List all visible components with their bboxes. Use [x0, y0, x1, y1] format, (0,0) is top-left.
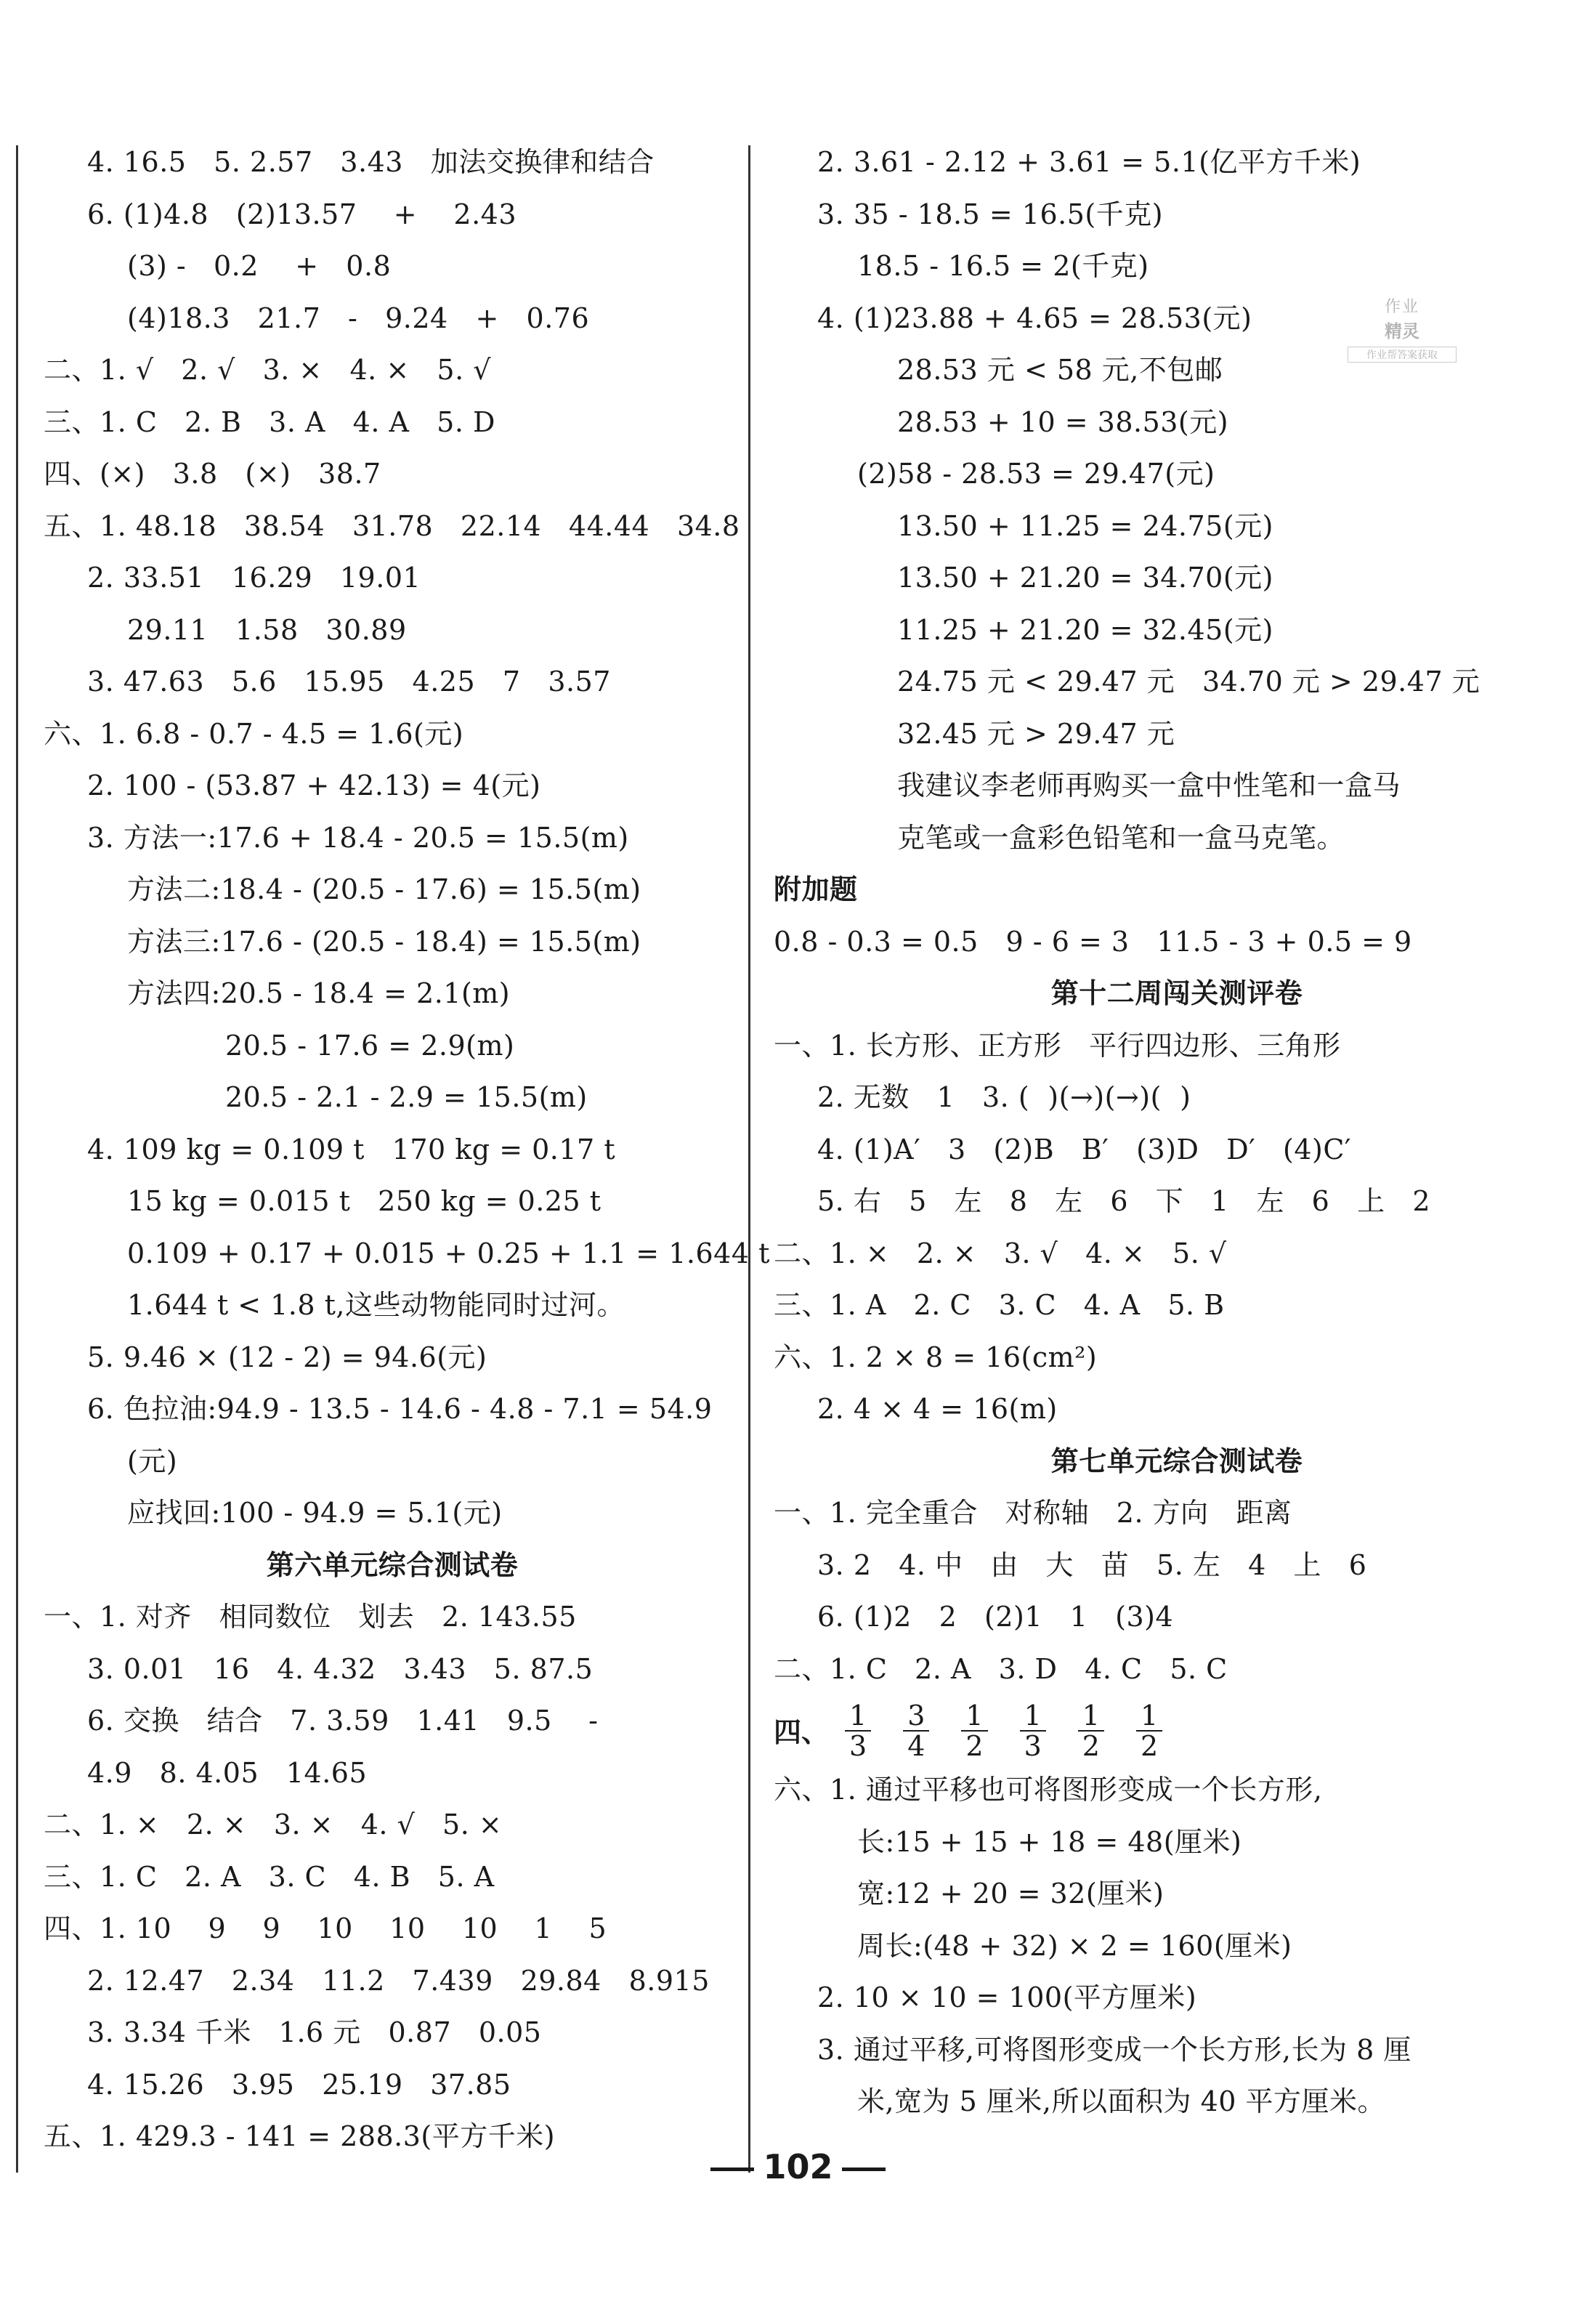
fraction-row-label: 四、	[774, 1716, 830, 1748]
section-heading: 第七单元综合测试卷	[1050, 1445, 1303, 1477]
fraction	[961, 1701, 987, 1761]
fraction	[1020, 1701, 1046, 1761]
answer-line: 三、1. C 2. B 3. A 4. A 5. D	[44, 405, 495, 438]
answer-line: 六、1. 2 × 8 = 16(cm²)	[774, 1341, 1098, 1373]
answer-line: 6. 色拉油:94.9 - 13.5 - 14.6 - 4.8 - 7.1 = 54.9	[87, 1393, 713, 1425]
section-heading: 第十二周闯关测评卷	[1050, 977, 1303, 1009]
answer-line: 应找回:100 - 94.9 = 5.1(元)	[127, 1497, 503, 1529]
answer-line: 28.53 + 10 = 38.53(元)	[897, 405, 1229, 438]
answer-line: 一、1. 完全重合 对称轴 2. 方向 距离	[774, 1497, 1292, 1529]
page-number	[0, 2147, 1596, 2186]
answer-line: 11.25 + 21.20 = 32.45(元)	[897, 613, 1274, 646]
fraction-denominator: 2	[1082, 1729, 1100, 1762]
column-divider	[748, 145, 750, 2173]
fraction-numerator: 1	[1020, 1701, 1046, 1732]
answer-line: 方法四:20.5 - 18.4 = 2.1(m)	[127, 977, 511, 1009]
page-number-value: 102	[763, 2147, 833, 2186]
answer-line: 2. 33.51 16.29 19.01	[87, 562, 421, 594]
answer-line: 28.53 元 < 58 元,不包邮	[897, 354, 1223, 386]
answer-line: 三、1. C 2. A 3. C 4. B 5. A	[44, 1860, 495, 1893]
stamp-watermark	[1348, 280, 1457, 381]
answer-line: 方法二:18.4 - (20.5 - 17.6) = 15.5(m)	[127, 873, 641, 905]
answer-line: (元)	[127, 1445, 178, 1477]
answer-line: 13.50 + 21.20 = 34.70(元)	[897, 562, 1274, 594]
answer-line: 20.5 - 17.6 = 2.9(m)	[225, 1029, 515, 1062]
answer-line: 2. 100 - (53.87 + 42.13) = 4(元)	[87, 769, 541, 801]
answer-line: 六、1. 通过平移也可将图形变成一个长方形,	[774, 1774, 1323, 1806]
fraction-numerator: 1	[1078, 1701, 1104, 1732]
answer-line: 二、1. √ 2. √ 3. × 4. × 5. √	[44, 354, 491, 386]
answer-line: 5. 9.46 × (12 - 2) = 94.6(元)	[87, 1341, 487, 1373]
section-heading: 第六单元综合测试卷	[266, 1548, 519, 1581]
answer-line: (2)58 - 28.53 = 29.47(元)	[857, 458, 1215, 490]
answer-line: 4. (1)23.88 + 4.65 = 28.53(元)	[817, 302, 1252, 334]
answer-line: 3. 35 - 18.5 = 16.5(千克)	[817, 198, 1164, 230]
answer-line: 18.5 - 16.5 = 2(千克)	[857, 250, 1149, 282]
answer-line: 二、1. × 2. × 3. × 4. √ 5. ×	[44, 1809, 503, 1841]
answer-line: 一、1. 对齐 相同数位 划去 2. 143.55	[44, 1601, 577, 1633]
answer-line: 0.8 - 0.3 = 0.5 9 - 6 = 3 11.5 - 3 + 0.5 = 9	[774, 925, 1412, 958]
answer-line: 3. 方法一:17.6 + 18.4 - 20.5 = 15.5(m)	[87, 821, 629, 854]
fraction	[845, 1701, 871, 1761]
answer-line: 3. 2 4. 中 由 大 苗 5. 左 4 上 6	[817, 1548, 1367, 1581]
answer-line: 3. 3.34 千米 1.6 元 0.87 0.05	[87, 2016, 542, 2048]
answer-line: 5. 右 5 左 8 左 6 下 1 左 6 上 2	[817, 1185, 1431, 1217]
fraction	[1078, 1701, 1104, 1761]
fraction-numerator: 1	[845, 1701, 871, 1732]
left-answer-column	[44, 137, 770, 2163]
answer-line: 2. 12.47 2.34 11.2 7.439 29.84 8.915	[87, 1964, 710, 1997]
fraction-denominator: 2	[965, 1729, 984, 1762]
answer-line: 二、1. C 2. A 3. D 4. C 5. C	[774, 1652, 1228, 1685]
answer-line: 4. 16.5 5. 2.57 3.43 加法交换律和结合	[87, 146, 655, 178]
answer-line: 周长:(48 + 32) × 2 = 160(厘米)	[857, 1929, 1292, 1962]
answer-line: 24.75 元 < 29.47 元 34.70 元 > 29.47 元	[897, 666, 1480, 698]
answer-line: 2. 4 × 4 = 16(m)	[817, 1393, 1058, 1425]
answer-line: 32.45 元 > 29.47 元	[897, 717, 1175, 750]
answer-line: 3. 47.63 5.6 15.95 4.25 7 3.57	[87, 666, 611, 698]
answer-line: 2. 无数 1 3. ( )(→)(→)( )	[817, 1081, 1191, 1113]
answer-line: 6. 交换 结合 7. 3.59 1.41 9.5 -	[87, 1705, 599, 1737]
answer-line: 6. (1)2 2 (2)1 1 (3)4	[817, 1601, 1174, 1633]
answer-line: 四、1. 10 9 9 10 10 10 1 5	[44, 1912, 607, 1944]
answer-line: 我建议李老师再购买一盒中性笔和一盒马	[897, 769, 1401, 801]
answer-line: 13.50 + 11.25 = 24.75(元)	[897, 509, 1274, 542]
answer-line: 克笔或一盒彩色铅笔和一盒马克笔。	[897, 821, 1345, 854]
answer-line: 0.109 + 0.17 + 0.015 + 0.25 + 1.1 = 1.644 t	[127, 1237, 770, 1269]
answer-line: 一、1. 长方形、正方形 平行四边形、三角形	[774, 1029, 1341, 1062]
stamp-top-text: 作业	[1384, 298, 1419, 316]
answer-line: (4)18.3 21.7 - 9.24 + 0.76	[127, 302, 590, 334]
answer-line: 方法三:17.6 - (20.5 - 18.4) = 15.5(m)	[127, 925, 641, 958]
answer-line: 29.11 1.58 30.89	[127, 613, 407, 646]
answer-line: 六、1. 6.8 - 0.7 - 4.5 = 1.6(元)	[44, 717, 464, 750]
fraction-denominator: 3	[849, 1729, 867, 1762]
fraction	[1136, 1701, 1162, 1761]
stamp-mid-text: 精灵	[1385, 321, 1419, 342]
page-number-dash-left	[710, 2167, 754, 2171]
answer-line: 6. (1)4.8 (2)13.57 + 2.43	[87, 198, 517, 230]
fraction-numerator: 3	[903, 1701, 929, 1732]
answer-line: 2. 3.61 - 2.12 + 3.61 = 5.1(亿平方千米)	[817, 146, 1361, 178]
answer-line: 4. 15.26 3.95 25.19 37.85	[87, 2068, 511, 2101]
answer-line: 3. 0.01 16 4. 4.32 3.43 5. 87.5	[87, 1652, 594, 1685]
stamp-bottom-text: 作业帮答案获取	[1348, 347, 1457, 363]
fraction-denominator: 4	[907, 1729, 925, 1762]
fraction-denominator: 3	[1024, 1729, 1042, 1762]
answer-line: 4. 109 kg = 0.109 t 170 kg = 0.17 t	[87, 1133, 616, 1165]
answer-line: 宽:12 + 20 = 32(厘米)	[857, 1878, 1164, 1910]
fraction-numerator: 1	[961, 1701, 987, 1732]
page-left-border	[16, 145, 18, 2173]
fraction-denominator: 2	[1140, 1729, 1159, 1762]
answer-line: 1.644 t < 1.8 t,这些动物能同时过河。	[127, 1289, 625, 1321]
answer-line: (3) - 0.2 + 0.8	[127, 250, 392, 282]
answer-line: 15 kg = 0.015 t 250 kg = 0.25 t	[127, 1185, 601, 1217]
answer-line: 4.9 8. 4.05 14.65	[87, 1756, 368, 1789]
answer-line: 三、1. A 2. C 3. C 4. A 5. B	[774, 1289, 1225, 1321]
fraction-numerator: 1	[1136, 1701, 1162, 1732]
fraction-answers-row	[774, 1695, 1580, 1764]
answer-line: 二、1. × 2. × 3. √ 4. × 5. √	[774, 1237, 1227, 1269]
answer-line: 2. 10 × 10 = 100(平方厘米)	[817, 1981, 1197, 2013]
answer-line: 长:15 + 15 + 18 = 48(厘米)	[857, 1825, 1242, 1858]
fraction	[903, 1701, 929, 1761]
answer-line: 附加题	[774, 873, 858, 905]
page-number-dash-right	[842, 2167, 886, 2171]
answer-line: 20.5 - 2.1 - 2.9 = 15.5(m)	[225, 1081, 588, 1113]
answer-line: 3. 通过平移,可将图形变成一个长方形,长为 8 厘	[817, 2033, 1411, 2066]
answer-line: 四、(×) 3.8 (×) 38.7	[44, 458, 381, 490]
answer-line: 米,宽为 5 厘米,所以面积为 40 平方厘米。	[857, 2085, 1386, 2117]
answer-line: 五、1. 48.18 38.54 31.78 22.14 44.44 34.8	[44, 509, 740, 542]
answer-line: 4. (1)A′ 3 (2)B B′ (3)D D′ (4)C′	[817, 1133, 1352, 1165]
answer-line: 五、1. 429.3 - 141 = 288.3(平方千米)	[44, 2120, 556, 2152]
right-answer-column	[774, 137, 1580, 2128]
